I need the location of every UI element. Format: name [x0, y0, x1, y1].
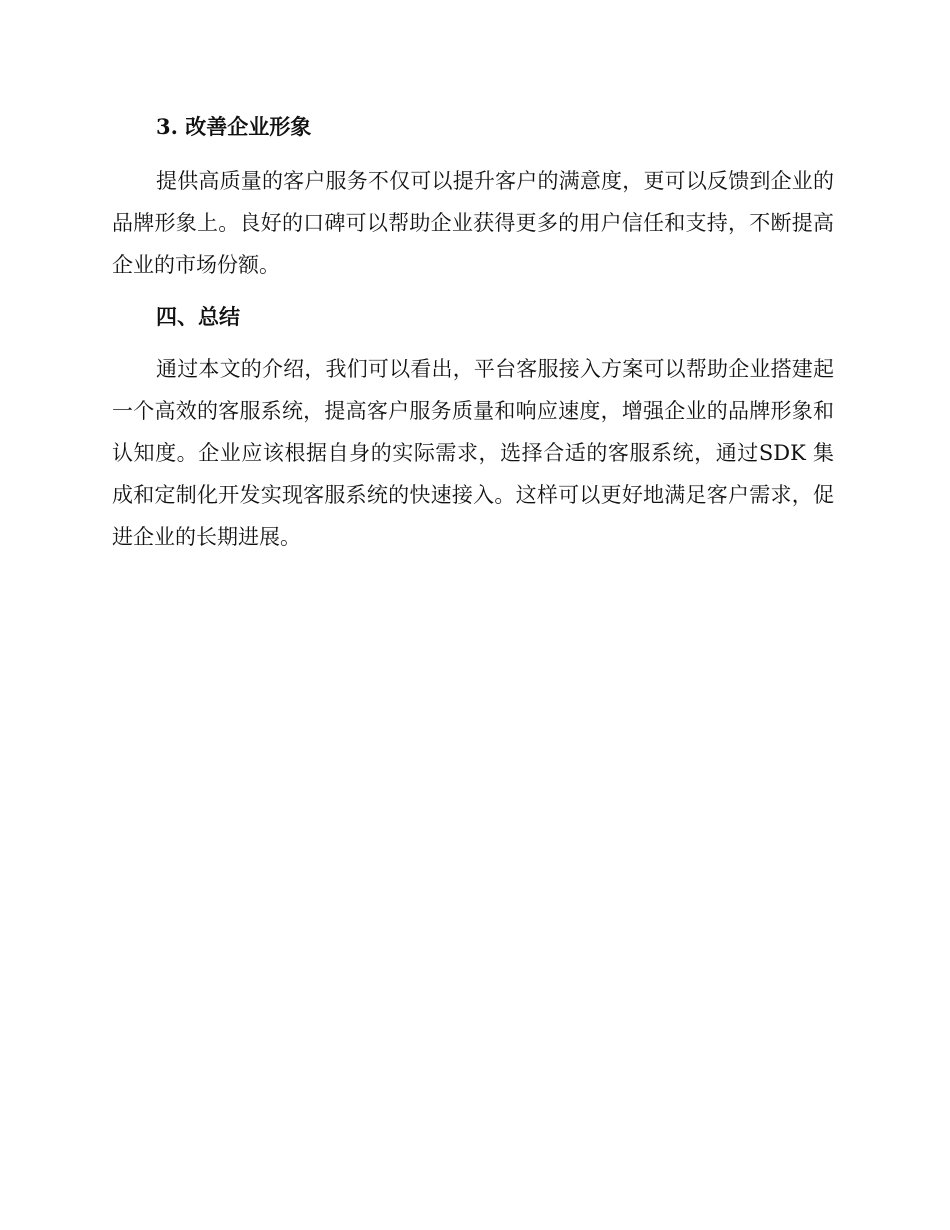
section-heading-summary: 四、总结 [156, 304, 240, 329]
section-heading-improve-corporate-image: 3. 改善企业形象 [156, 114, 312, 139]
section-paragraph-summary: 通过本文的介绍，我们可以看出，平台客服接入方案可以帮助企业搭建起一个高效的客服系统，提高客户服务质量和响应速度，增强企业的品牌形象和认知度。企业应该根据自身的实际需求，选择合适的客服系统，通过SDK 集成和定制化开发实现客服系统的快速接入。这样可以更好地满足客户需求，促进企业的长期进展。 [112, 357, 834, 549]
document-body [112, 108, 834, 558]
section-paragraph-improve-corporate-image: 提供高质量的客户服务不仅可以提升客户的满意度，更可以反馈到企业的品牌形象上。良好的口碑可以帮助企业获得更多的用户信任和支持，不断提高企业的市场份额。 [112, 169, 834, 277]
